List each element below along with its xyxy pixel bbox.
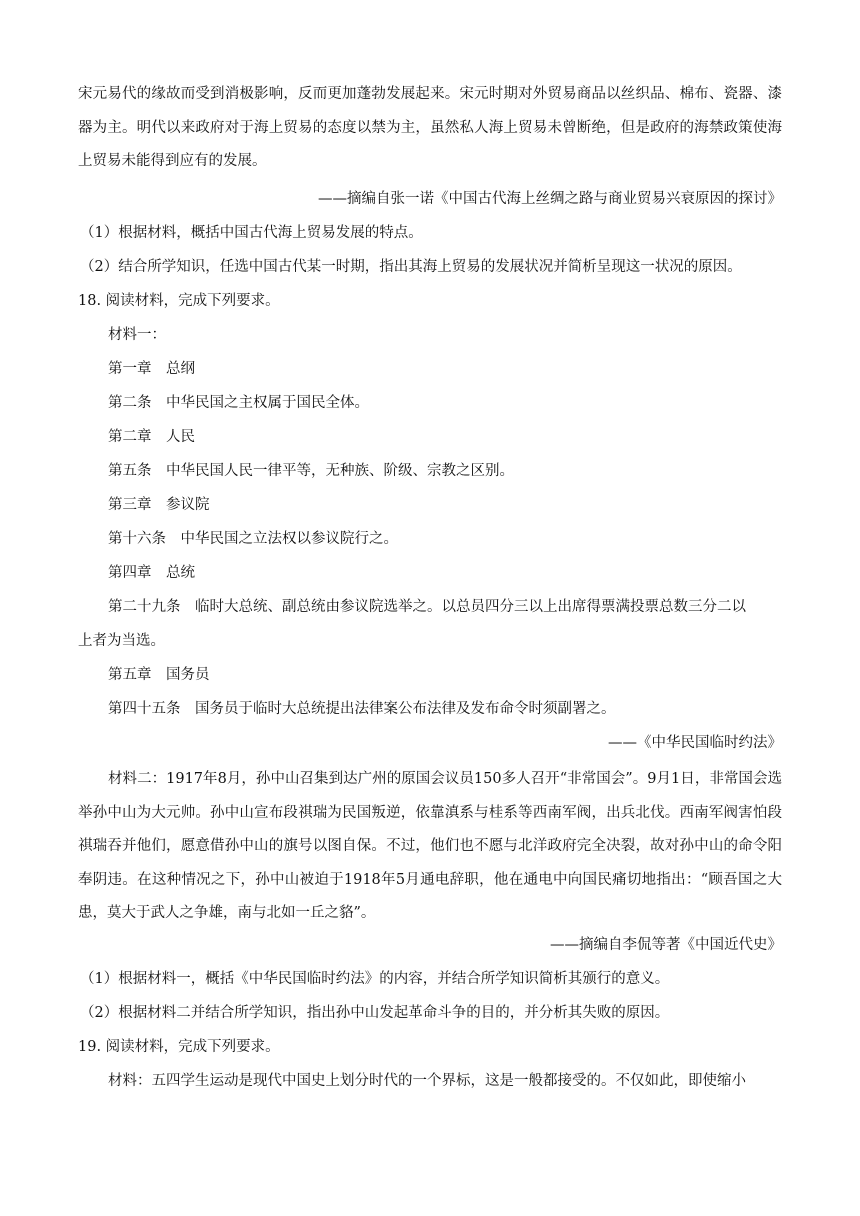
material-2-source: ——摘编自李侃等著《中国近代史》 xyxy=(550,937,782,953)
material-1-source: ——《中华民国临时约法》 xyxy=(608,735,782,751)
article-45: 第四十五条 国务员于临时大总统提出法律案公布法律及发布命令时须副署之。 xyxy=(108,701,616,717)
q19-material: 材料：五四学生运动是现代中国史上划分时代的一个界标，这是一般都接受的。不仅如此，即使缩小 xyxy=(108,1073,746,1089)
chapter-1: 第一章 总纲 xyxy=(108,361,195,377)
article-2: 第二条 中华民国之主权属于国民全体。 xyxy=(108,395,369,411)
chapter-3: 第三章 参议院 xyxy=(108,497,210,513)
q18-subquestion-2: （2）根据材料二并结合所学知识，指出孙中山发起革命斗争的目的，并分析其失败的原因。 xyxy=(80,1005,670,1021)
chapter-4: 第四章 总统 xyxy=(108,565,195,581)
q17-subquestion-2: （2）结合所学知识，任选中国古代某一时期，指出其海上贸易的发展状况并简析呈现这一状况的原因。 xyxy=(80,259,742,275)
article-5: 第五条 中华民国人民一律平等，无种族、阶级、宗教之区别。 xyxy=(108,463,514,479)
q18-subquestion-1: （1）根据材料一，概括《中华民国临时约法》的内容，并结合所学知识简析其颁行的意义。 xyxy=(80,971,670,987)
q19-heading: 19. 阅读材料，完成下列要求。 xyxy=(78,1039,280,1055)
material-2-paragraph: 材料二：1917年8月，孙中山召集到达广州的原国会议员150多人召开“非常国会”。9月1日，非常国会选举孙中山为大元帅。孙中山宣布段祺瑞为民国叛逆，依靠滇系与桂系等西南军阀，出兵北伐。西南军阀害怕段祺瑞吞并他们，愿意借孙中山的旗号以图自保。不过，他们也不愿与北洋政府完全决裂，故对孙中山的命令阳奉阴违。在这种情况之下，孙中山被迫于1918年5月通电辞职，他在通电中向国民痛切地指出：“顾吾国之大患，莫大于武人之争雄，南与北如一丘之貉”。 xyxy=(78,771,782,921)
intro-source: ——摘编自张一诺《中国古代海上丝绸之路与商业贸易兴衰原因的探讨》 xyxy=(318,191,782,207)
q18-heading: 18. 阅读材料，完成下列要求。 xyxy=(78,293,280,309)
article-16: 第十六条 中华民国之立法权以参议院行之。 xyxy=(108,531,398,547)
material-1-label: 材料一： xyxy=(108,327,166,343)
chapter-2: 第二章 人民 xyxy=(108,429,195,445)
q17-subquestion-1: （1）根据材料，概括中国古代海上贸易发展的特点。 xyxy=(80,225,423,241)
chapter-5: 第五章 国务员 xyxy=(108,667,210,683)
article-29-line-1: 第二十九条 临时大总统、副总统由参议院选举之。以总员四分三以上出席得票满投票总数三分二以 xyxy=(108,599,746,615)
intro-paragraph: 宋元易代的缘故而受到消极影响，反而更加蓬勃发展起来。宋元时期对外贸易商品以丝织品、棉布、瓷器、漆器为主。明代以来政府对于海上贸易的态度以禁为主，虽然私人海上贸易未曾断绝，但是政府的海禁政策使海上贸易未能得到应有的发展。 xyxy=(78,86,782,169)
article-29-line-2: 上者为当选。 xyxy=(78,633,165,649)
